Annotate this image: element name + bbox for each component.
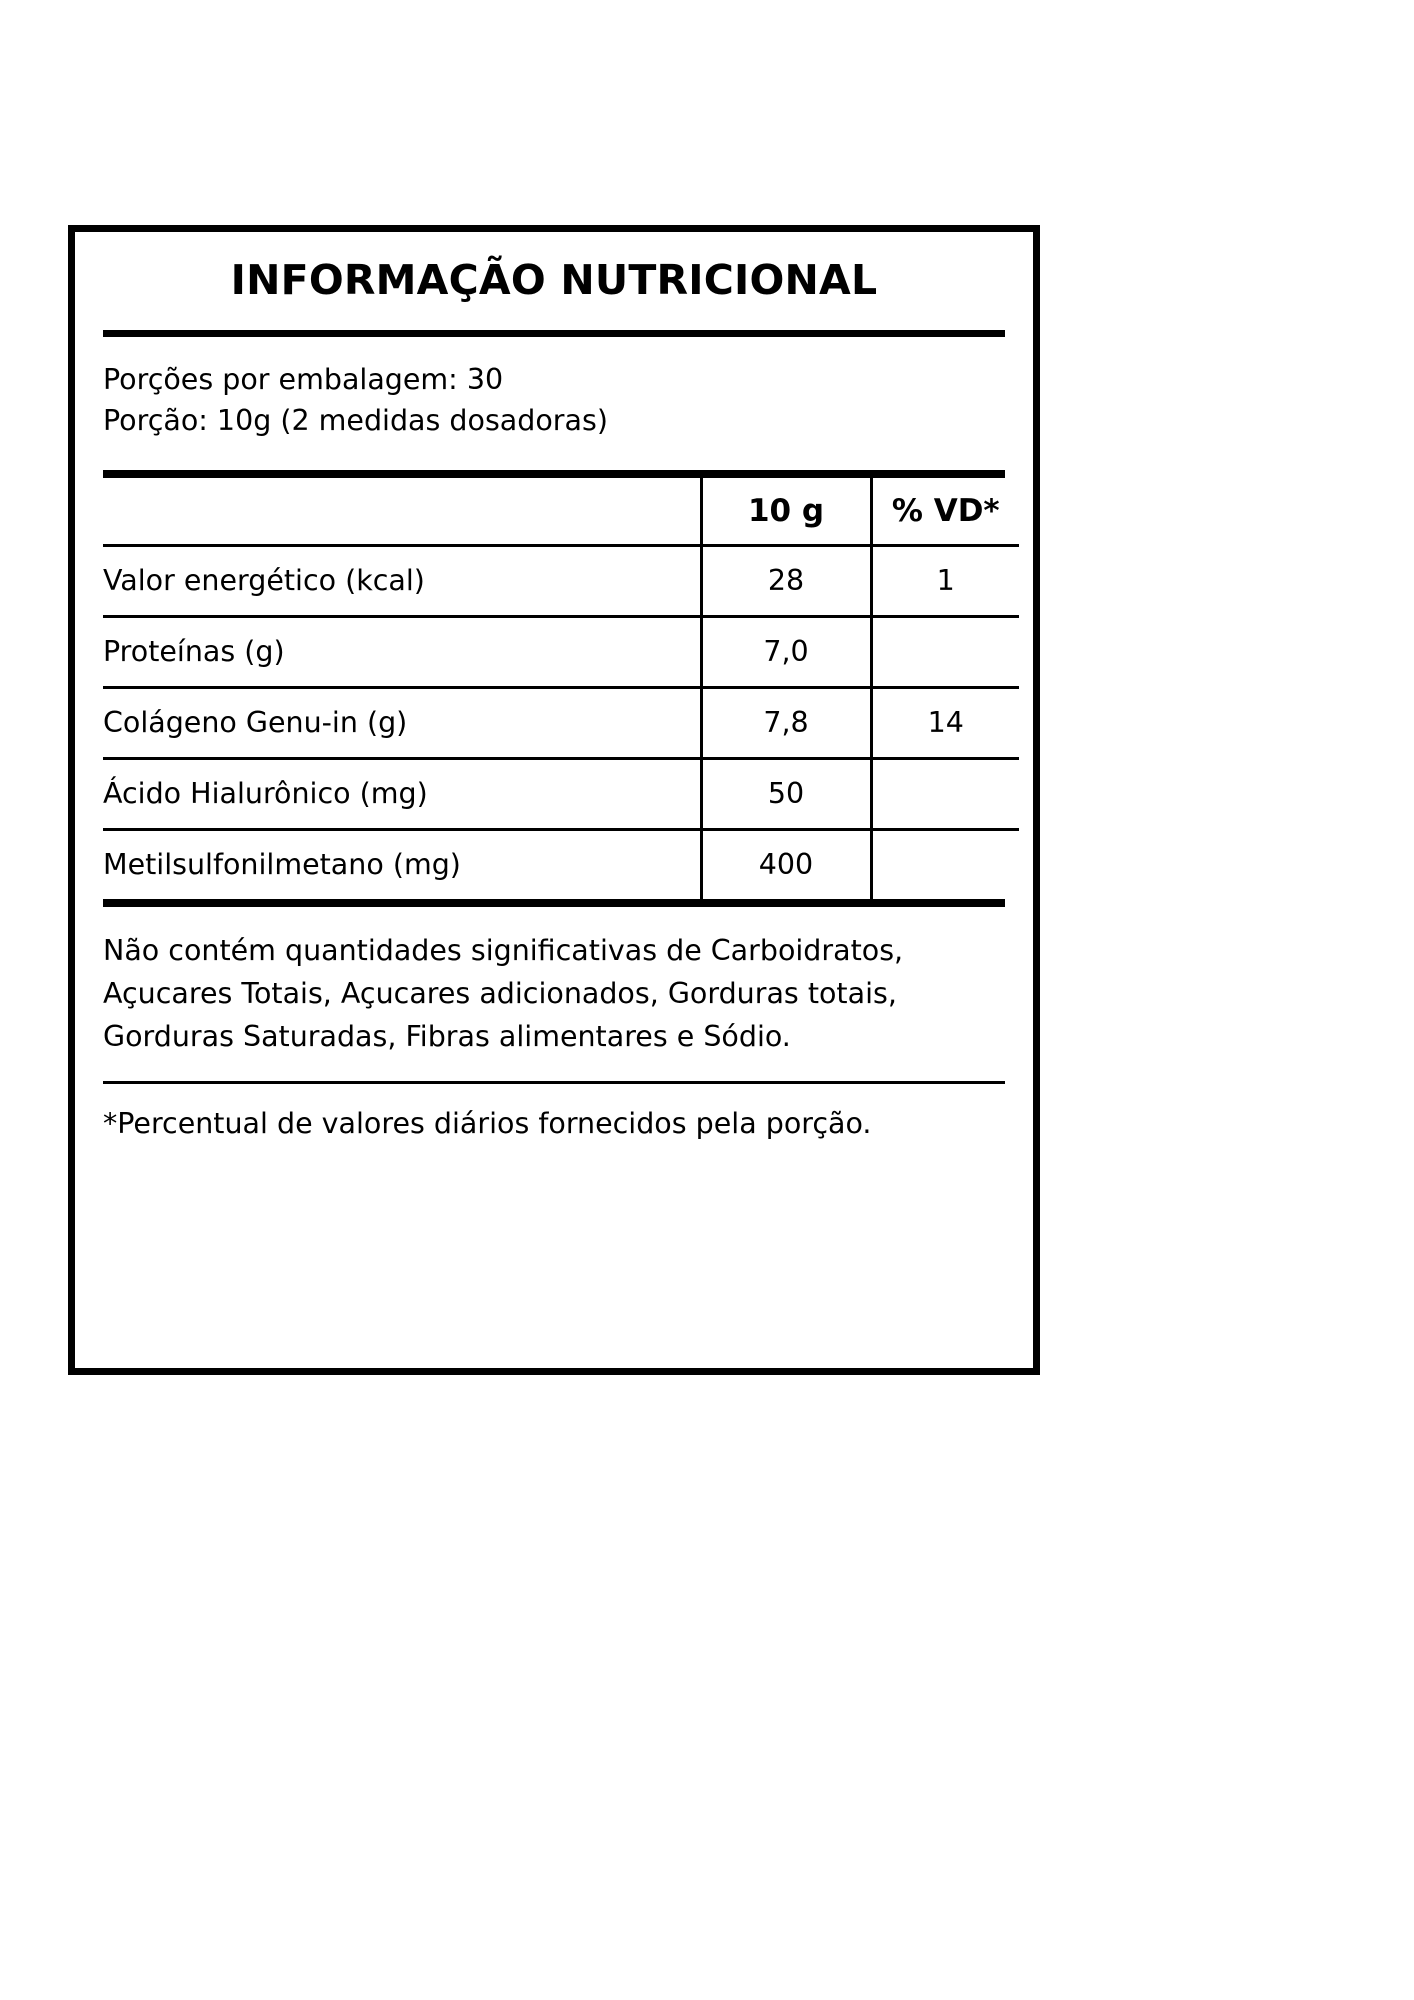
nutrient-daily-value bbox=[871, 758, 1019, 829]
nutrient-amount: 7,0 bbox=[701, 616, 871, 687]
nutrient-amount: 28 bbox=[701, 545, 871, 616]
nutrient-daily-value: 14 bbox=[871, 687, 1019, 758]
nutrition-table bbox=[103, 478, 1019, 899]
nutrient-daily-value: 1 bbox=[871, 545, 1019, 616]
nutrient-name: Proteínas (g) bbox=[103, 616, 701, 687]
nutrient-amount: 7,8 bbox=[701, 687, 871, 758]
table-body bbox=[103, 545, 1019, 899]
nutrient-name: Metilsulfonilmetano (mg) bbox=[103, 829, 701, 899]
table-header bbox=[103, 478, 1019, 546]
table-row bbox=[103, 829, 1019, 899]
column-header-amount: 10 g bbox=[701, 478, 871, 546]
page-title: INFORMAÇÃO NUTRICIONAL bbox=[230, 256, 878, 304]
nutrient-amount: 400 bbox=[701, 829, 871, 899]
serving-info bbox=[103, 359, 1005, 442]
nutrition-table-container bbox=[103, 470, 1005, 907]
footnote-divider bbox=[103, 1081, 1005, 1084]
nutrition-facts-panel bbox=[68, 225, 1040, 1375]
serving-size: Porção: 10g (2 medidas dosadoras) bbox=[103, 404, 608, 438]
nutrient-name: Colágeno Genu-in (g) bbox=[103, 687, 701, 758]
table-row bbox=[103, 758, 1019, 829]
nutrient-name: Valor energético (kcal) bbox=[103, 545, 701, 616]
table-row bbox=[103, 616, 1019, 687]
servings-per-package: Porções por embalagem: 30 bbox=[103, 363, 504, 397]
nutrient-daily-value bbox=[871, 616, 1019, 687]
table-row bbox=[103, 687, 1019, 758]
table-header-row bbox=[103, 478, 1019, 546]
table-row bbox=[103, 545, 1019, 616]
table-bottom-rule bbox=[103, 899, 1005, 907]
column-header-nutrient bbox=[103, 478, 701, 546]
insignificant-amounts-disclaimer bbox=[103, 929, 1005, 1059]
disclaimer-line-1: Não contém quantidades significativas de Carboidratos, bbox=[103, 933, 904, 967]
disclaimer-line-3: Gorduras Saturadas, Fibras alimentares e Sódio. bbox=[103, 1020, 791, 1054]
nutrient-name: Ácido Hialurônico (mg) bbox=[103, 758, 701, 829]
daily-value-footnote: *Percentual de valores diários fornecidos pela porção. bbox=[103, 1106, 872, 1140]
disclaimer-line-2: Açucares Totais, Açucares adicionados, Gorduras totais, bbox=[103, 977, 897, 1011]
nutrient-daily-value bbox=[871, 829, 1019, 899]
column-header-daily-value: % VD* bbox=[891, 492, 1000, 529]
title-divider bbox=[103, 330, 1005, 337]
table-top-rule bbox=[103, 470, 1005, 478]
nutrient-amount: 50 bbox=[701, 758, 871, 829]
